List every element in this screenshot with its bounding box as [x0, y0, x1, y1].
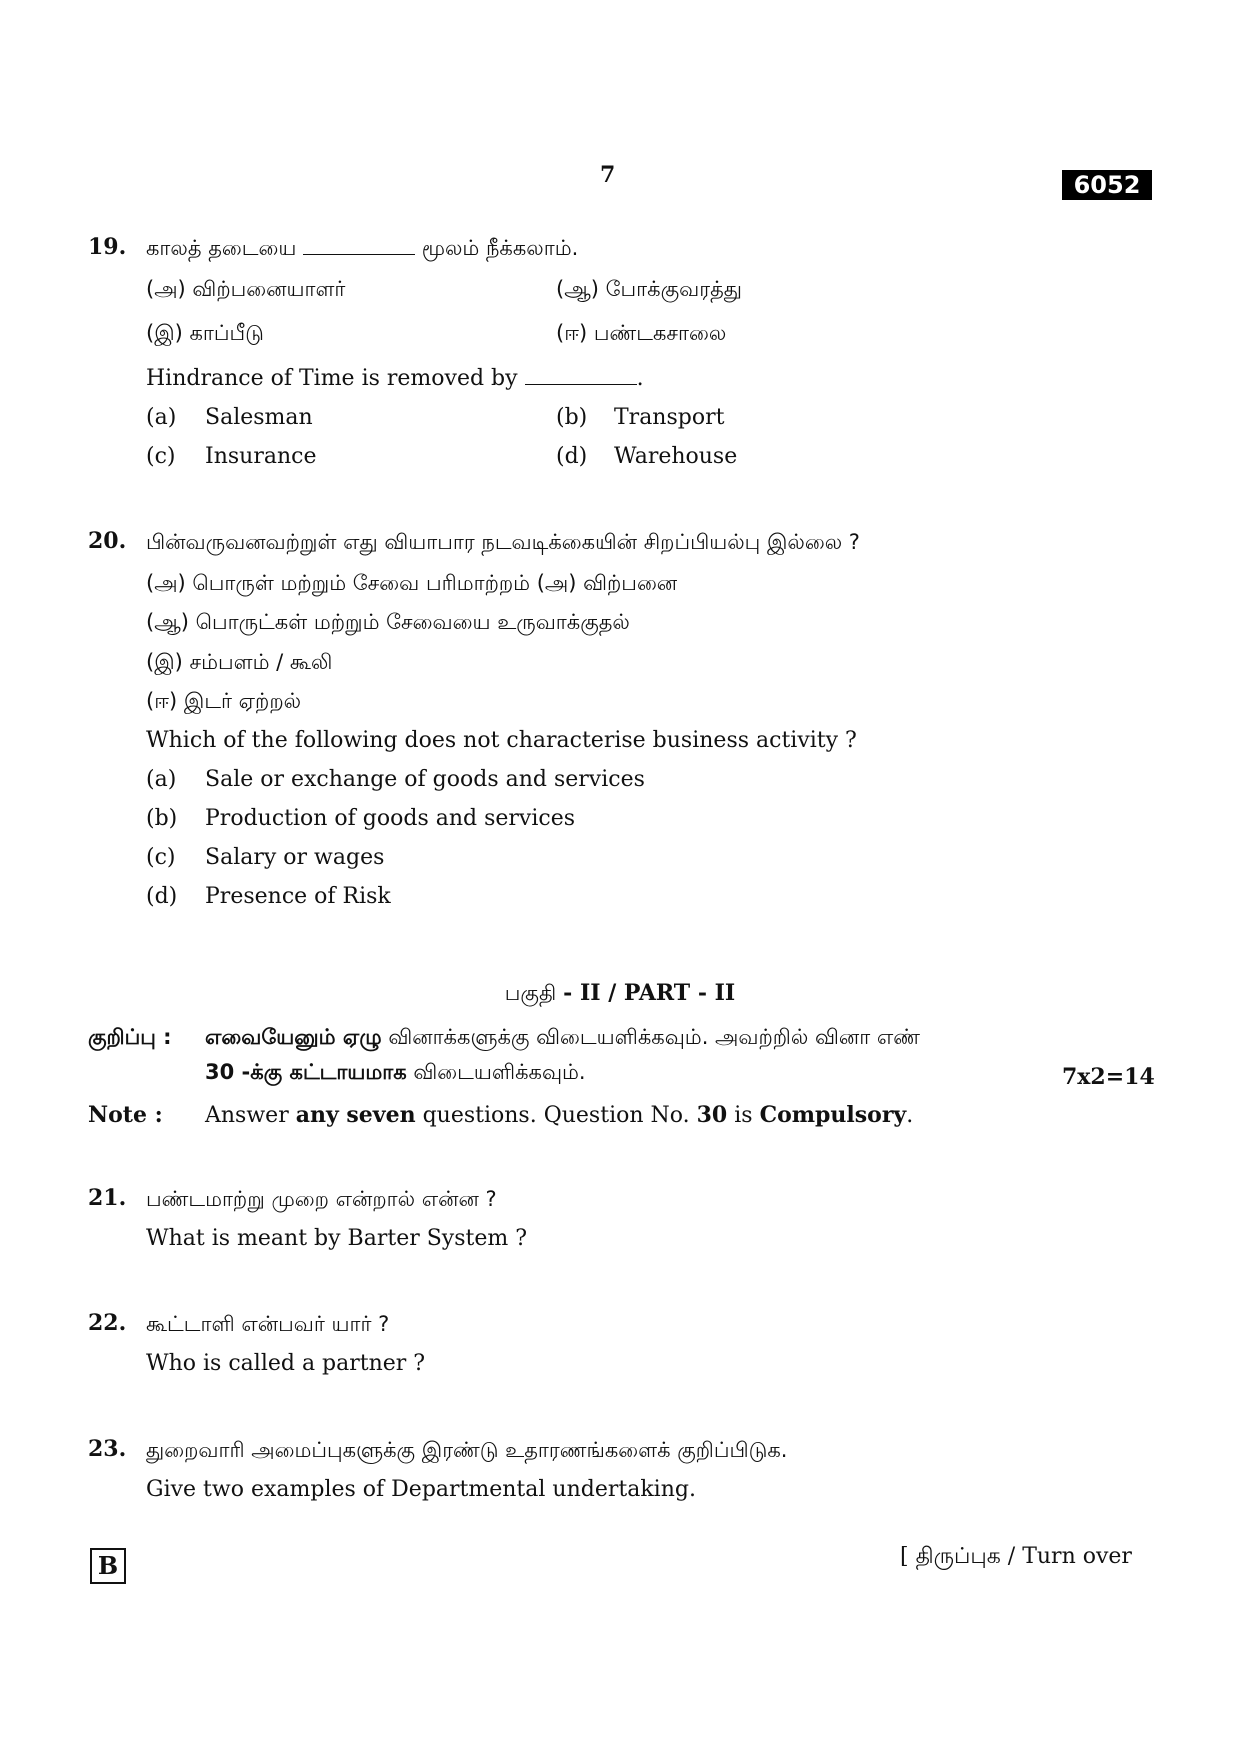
- note-text: விடையளிக்கவும்.: [413, 1060, 586, 1084]
- note-text: .: [906, 1103, 914, 1128]
- note-english: [205, 1100, 913, 1131]
- note-tamil-line2: [205, 1057, 586, 1087]
- question-21-number: 21.: [88, 1185, 127, 1211]
- option-en-b: (b): [146, 806, 178, 831]
- option-text: இடர் ஏற்றல்: [183, 689, 302, 713]
- question-19: [88, 232, 126, 263]
- series-badge: B: [90, 1548, 126, 1584]
- question-22-english: Who is called a partner ?: [146, 1351, 426, 1376]
- option-text: பண்டகசாலை: [593, 321, 727, 345]
- section-title-english: - II / PART - II: [563, 980, 736, 1006]
- note-text: is: [734, 1103, 753, 1128]
- note-english-label: Note :: [88, 1102, 163, 1128]
- question-text: காலத் தடையை: [146, 236, 297, 260]
- option-en-c-text: Salary or wages: [205, 845, 385, 870]
- option-ta-d: [146, 686, 301, 716]
- option-ta-c: [146, 318, 264, 348]
- page-number: 7: [600, 162, 616, 188]
- note-emphasis: Compulsory: [759, 1102, 907, 1128]
- note-emphasis: எவையேனும் ஏழு: [205, 1025, 382, 1049]
- question-text: Hindrance of Time is removed by: [146, 366, 518, 391]
- option-label: (அ): [146, 277, 186, 301]
- question-number: 19.: [88, 234, 127, 260]
- option-label: (a): [146, 405, 177, 430]
- option-en-a-text: Salesman: [205, 405, 313, 430]
- option-label: (ஆ): [146, 610, 189, 634]
- option-en-a: [146, 403, 176, 433]
- note-tamil-line1: [205, 1022, 920, 1052]
- option-text: பொருட்கள் மற்றும் சேவையை உருவாக்குதல்: [195, 610, 630, 634]
- option-ta-a: [146, 274, 345, 304]
- paper-code-badge: 6052: [1062, 170, 1152, 200]
- option-en-a: (a): [146, 767, 177, 792]
- option-en-b: (b): [556, 405, 588, 430]
- option-label: (இ): [146, 321, 183, 345]
- option-text: பொருள் மற்றும் சேவை பரிமாற்றம் (அ) விற்பனை: [192, 571, 678, 595]
- note-text: வினாக்களுக்கு விடையளிக்கவும். அவற்றில் வினா எண்: [388, 1025, 920, 1049]
- option-text: போக்குவரத்து: [605, 277, 742, 301]
- option-label: (ஆ): [556, 277, 599, 301]
- question-text: மூலம் நீக்கலாம்.: [421, 236, 579, 260]
- marks-allocation: 7x2=14: [1062, 1064, 1155, 1090]
- question-text: .: [636, 366, 644, 391]
- note-emphasis: 30: [696, 1102, 728, 1128]
- option-en-c: (c): [146, 444, 176, 469]
- section-title: [0, 978, 1240, 1009]
- note-tamil-label: குறிப்பு :: [88, 1025, 172, 1049]
- option-ta-b: [556, 274, 742, 304]
- question-23-tamil: துறைவாரி அமைப்புகளுக்கு இரண்டு உதாரணங்களைக் குறிப்பிடுக.: [146, 1438, 788, 1462]
- question-23-english: Give two examples of Departmental undertaking.: [146, 1477, 696, 1502]
- question-19-tamil: [146, 233, 578, 263]
- question-22-tamil: கூட்டாளி என்பவர் யார் ?: [146, 1312, 390, 1336]
- option-en-d: (d): [556, 444, 588, 469]
- answer-blank: [303, 236, 415, 255]
- question-22-number: 22.: [88, 1310, 127, 1336]
- section-title-tamil: பகுதி: [504, 981, 557, 1005]
- question-20-tamil: பின்வருவனவற்றுள் எது வியாபார நடவடிக்கையின் சிறப்பியல்பு இல்லை ?: [146, 530, 860, 554]
- note-text: questions. Question No.: [422, 1103, 690, 1128]
- option-en-c-text: Insurance: [205, 444, 317, 469]
- option-text: விற்பனையாளர்: [192, 277, 346, 301]
- option-label: (ஈ): [146, 689, 178, 713]
- question-21-english: What is meant by Barter System ?: [146, 1226, 528, 1251]
- option-ta-b: [146, 607, 630, 637]
- option-ta-d: [556, 318, 726, 348]
- option-ta-c: [146, 647, 332, 677]
- question-20-number: 20.: [88, 528, 127, 554]
- option-text: சம்பளம் / கூலி: [189, 650, 333, 674]
- option-label: (இ): [146, 650, 183, 674]
- note-emphasis: any seven: [295, 1102, 416, 1128]
- note-text: Answer: [205, 1103, 289, 1128]
- question-21-tamil: பண்டமாற்று முறை என்றால் என்ன ?: [146, 1187, 497, 1211]
- option-en-b-text: Transport: [614, 405, 725, 430]
- option-en-b-text: Production of goods and services: [205, 806, 576, 831]
- option-en-d-text: Presence of Risk: [205, 884, 391, 909]
- option-text: காப்பீடு: [189, 321, 264, 345]
- option-en-c: (c): [146, 845, 176, 870]
- option-en-d-text: Warehouse: [614, 444, 738, 469]
- question-20-english: Which of the following does not characterise business activity ?: [146, 728, 857, 753]
- turn-over-note: [ திருப்புக / Turn over: [900, 1544, 1132, 1569]
- question-19-english: [146, 364, 644, 394]
- option-en-d: (d): [146, 884, 178, 909]
- option-label: (ஈ): [556, 321, 588, 345]
- answer-blank: [525, 366, 637, 385]
- option-ta-a: [146, 568, 677, 598]
- note-emphasis: 30 -க்கு கட்டாயமாக: [205, 1060, 407, 1084]
- option-en-a-text: Sale or exchange of goods and services: [205, 767, 645, 792]
- question-23-number: 23.: [88, 1436, 127, 1462]
- option-label: (அ): [146, 571, 186, 595]
